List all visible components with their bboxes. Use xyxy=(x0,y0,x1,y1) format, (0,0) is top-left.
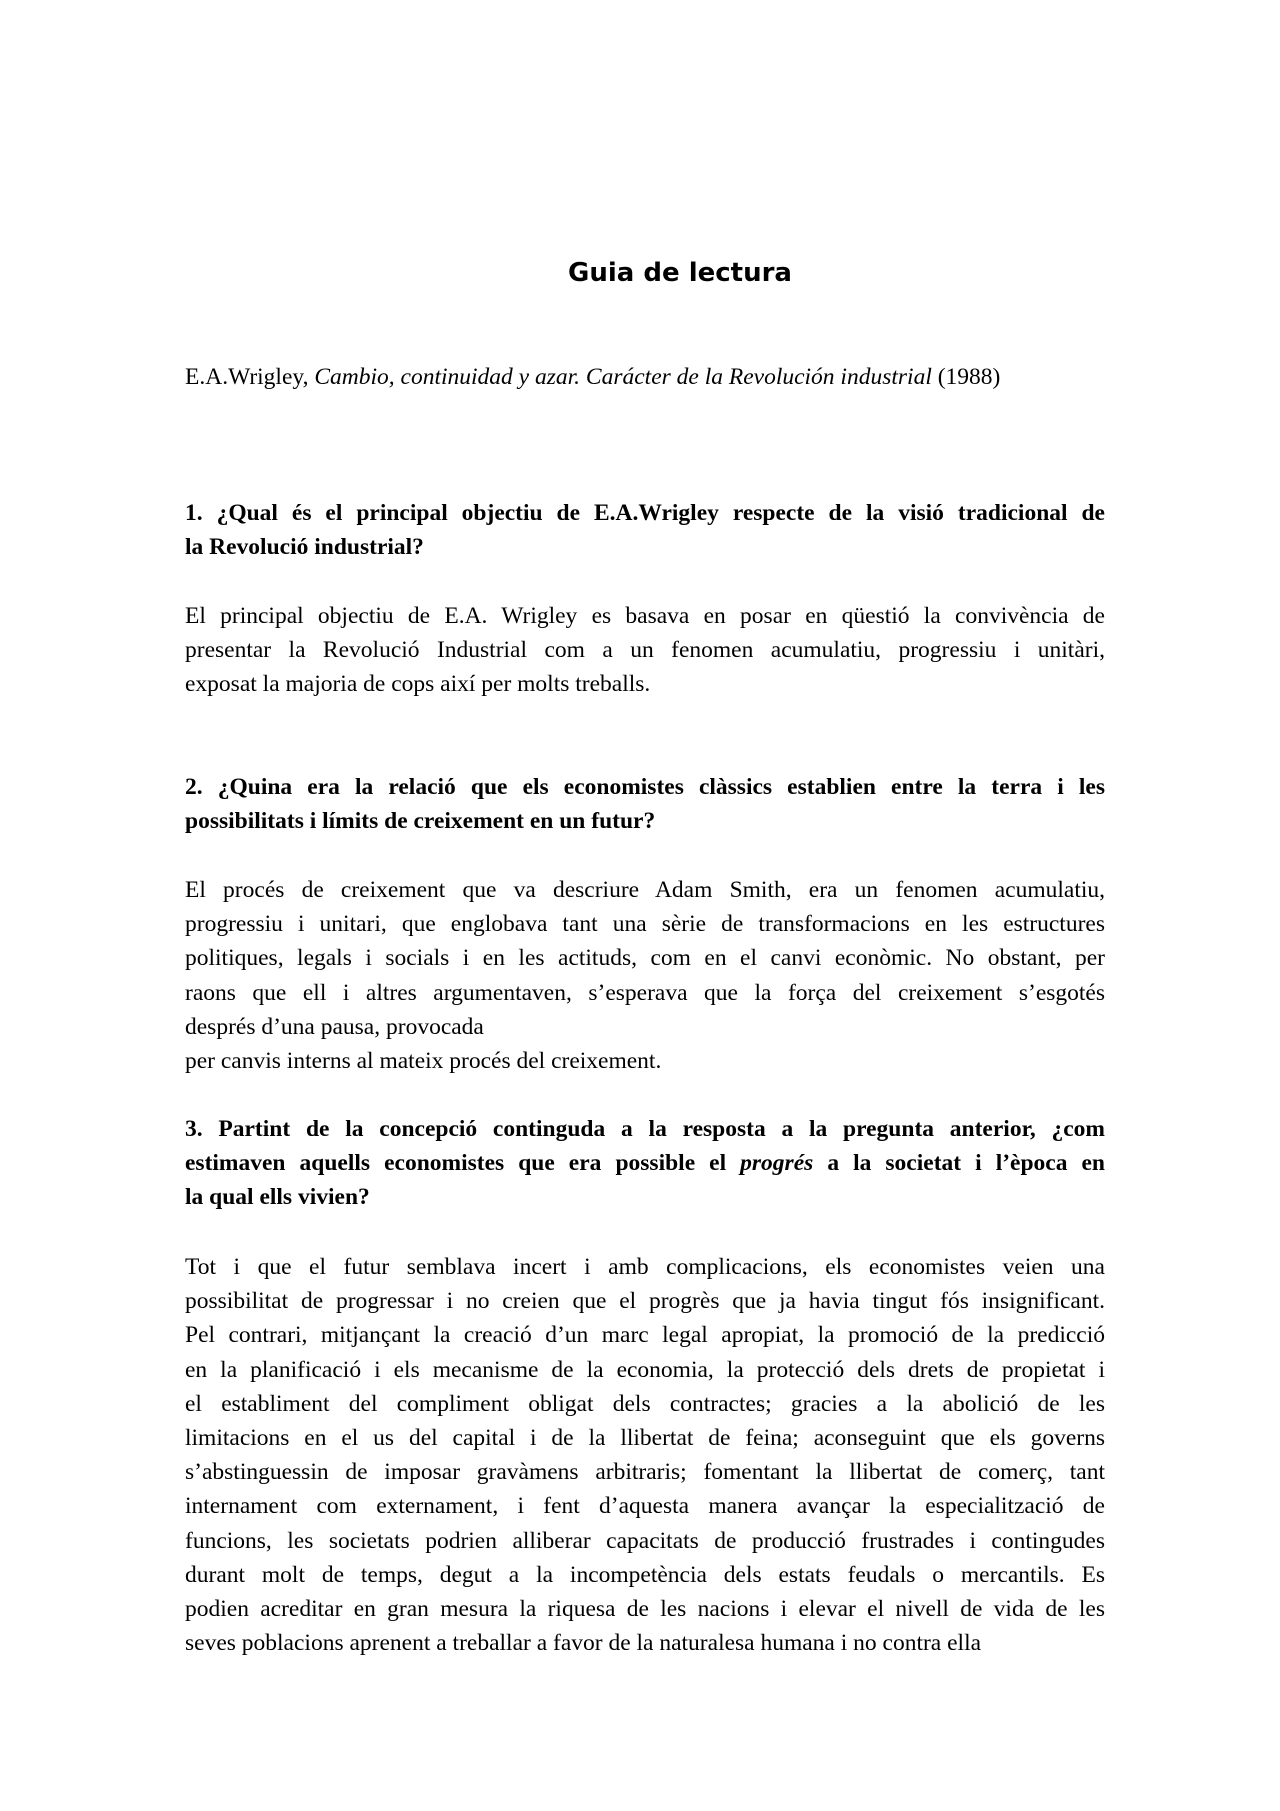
answer-1 xyxy=(185,599,1105,702)
answer-3-line: limitacions en el us del capital i de la llibertat de feina; aconseguint que els governs xyxy=(185,1425,1105,1452)
citation xyxy=(185,360,1105,394)
answer-2-line: El procés de creixement que va descriure Adam Smith, era un fenomen acumulatiu, xyxy=(185,877,1105,903)
question-3-line: la qual ells vivien? xyxy=(185,1184,370,1211)
question-2 xyxy=(185,770,1105,838)
question-3-text: estimaven aquells economistes que era possible el xyxy=(185,1150,741,1177)
answer-2 xyxy=(185,873,1105,1078)
answer-2-line: després d’una pausa, provocada xyxy=(185,1013,484,1040)
question-3-line xyxy=(185,1146,1105,1180)
answer-2-line: per canvis interns al mateix procés del creixement. xyxy=(185,1048,662,1075)
answer-3-line: Tot i que el futur semblava incert i amb complicacions, els economistes veien una xyxy=(185,1254,1105,1280)
answer-2-line: politiques, legals i socials i en les actituds, com en el canvi econòmic. No obstant, per xyxy=(185,945,1105,972)
answer-2-line: raons que ell i altres argumentaven, s’esperava que la força del creixement s’esgotés xyxy=(185,979,1105,1006)
question-2-line: possibilitats i límits de creixement en un futur? xyxy=(185,808,656,835)
question-3 xyxy=(185,1112,1105,1215)
answer-3-line: Pel contrari, mitjançant la creació d’un marc legal apropiat, la promoció de la predicció xyxy=(185,1322,1105,1349)
answer-3 xyxy=(185,1250,1105,1660)
answer-3-line: podien acreditar en gran mesura la riquesa de les nacions i elevar el nivell de vida de les xyxy=(185,1596,1105,1623)
question-3-emphasis: progrés xyxy=(740,1150,814,1177)
answer-3-line: el establiment del compliment obligat dels contractes; gracies a la abolició de les xyxy=(185,1390,1105,1417)
citation-work-title: Cambio, continuidad y azar. Carácter de la Revolución industrial xyxy=(314,364,932,390)
question-1-line: 1. ¿Qual és el principal objectiu de E.A.Wrigley respecte de la visió tradicional de xyxy=(185,500,1105,526)
citation-author: E.A.Wrigley, xyxy=(185,364,309,390)
question-3-line: 3. Partint de la concepció continguda a la resposta a la pregunta anterior, ¿com xyxy=(185,1116,1105,1142)
answer-2-line: progressiu i unitari, que englobava tant una sèrie de transformacions en les estructures xyxy=(185,911,1105,938)
answer-3-line: possibilitat de progressar i no creien que el progrès que ja havia tingut fós insignificant. xyxy=(185,1288,1105,1315)
question-3-text: a la societat i l’època en xyxy=(813,1150,1106,1177)
answer-1-line: exposat la majoria de cops així per molts treballs. xyxy=(185,671,651,698)
answer-1-line: El principal objectiu de E.A. Wrigley es basava en posar en qüestió la convivència de xyxy=(185,603,1105,629)
answer-3-line: funcions, les societats podrien alliberar capacitats de producció frustrades i contingudes xyxy=(185,1527,1105,1554)
question-1 xyxy=(185,496,1105,564)
citation-year: (1988) xyxy=(937,364,1001,390)
question-2-line: 2. ¿Quina era la relació que els economistes clàssics establien entre la terra i les xyxy=(185,774,1105,800)
document-title: Guia de lectura xyxy=(568,258,792,288)
answer-3-line: internament com externament, i fent d’aquesta manera avançar la especialització de xyxy=(185,1493,1105,1520)
answer-3-line: s’abstinguessin de imposar gravàmens arbitraris; fomentant la llibertat de comerç, tant xyxy=(185,1459,1105,1486)
answer-3-line: durant molt de temps, degut a la incompetència dels estats feudals o mercantils. Es xyxy=(185,1561,1105,1588)
answer-1-line: presentar la Revolució Industrial com a un fenomen acumulatiu, progressiu i unitàri, xyxy=(185,637,1105,664)
answer-3-line: en la planificació i els mecanisme de la economia, la protecció dels drets de propietat i xyxy=(185,1356,1105,1383)
answer-3-line: seves poblacions aprenent a treballar a favor de la naturalesa humana i no contra ella xyxy=(185,1630,982,1657)
question-1-line: la Revolució industrial? xyxy=(185,534,424,561)
